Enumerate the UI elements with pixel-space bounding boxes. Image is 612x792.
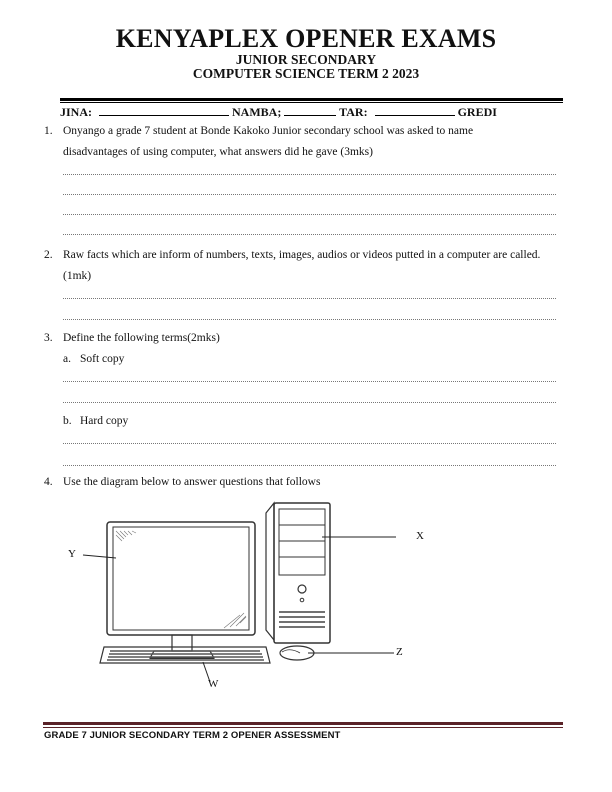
exam-subtitle-level: JUNIOR SECONDARY [235,52,377,67]
student-info-row [60,104,563,120]
answer-line[interactable] [63,298,556,299]
date-field[interactable] [375,104,455,116]
question-3-text: Define the following terms(2mks) [63,332,220,344]
label-w: W [208,678,219,690]
question-3a-letter: a. [63,353,71,365]
question-1-text-line2: disadvantages of using computer, what answers did he gave (3mks) [63,146,373,158]
name-field[interactable] [99,104,229,116]
answer-line[interactable] [63,174,556,175]
exam-subtitle-subject: COMPUTER SCIENCE TERM 2 2023 [192,66,420,81]
question-2-text-line1: Raw facts which are inform of numbers, texts, images, audios or videos putted in a computer are called. [63,249,541,261]
question-3a-text: Soft copy [80,353,125,365]
question-2-number: 2. [44,249,53,261]
question-1-text-line1: Onyango a grade 7 student at Bonde Kakoko Junior secondary school was asked to name [63,125,474,137]
question-4-text: Use the diagram below to answer questions that follows [63,476,321,488]
number-field[interactable] [284,104,336,116]
header-rule-thick [60,98,563,101]
footer-text: GRADE 7 JUNIOR SECONDARY TERM 2 OPENER ASSESSMENT [44,730,341,741]
question-3b-letter: b. [63,415,72,427]
answer-line[interactable] [63,214,556,215]
answer-line[interactable] [63,443,556,444]
question-1-number: 1. [44,125,53,137]
computer-diagram [60,495,460,695]
answer-line[interactable] [63,402,556,403]
answer-line[interactable] [63,319,556,320]
footer-rule-thick [43,722,563,725]
exam-title: KENYAPLEX OPENER EXAMS [115,24,497,53]
question-3b-text: Hard copy [80,415,129,427]
label-y: Y [68,548,76,560]
answer-line[interactable] [63,194,556,195]
answer-line[interactable] [63,465,556,466]
number-label: NAMBA; [232,105,282,119]
monitor-icon [107,522,255,658]
label-z: Z [396,646,403,658]
name-label: JINA: [60,105,92,119]
question-3-number: 3. [44,332,53,344]
question-2-text-line2: (1mk) [63,270,92,282]
keyboard-icon [100,647,270,663]
answer-line[interactable] [63,381,556,382]
answer-line[interactable] [63,234,556,235]
header-rule-thin [60,102,563,103]
footer-rule-thin [43,727,563,728]
date-label: TAR: [339,105,368,119]
system-unit-icon [266,503,330,643]
grade-label: GREDI [457,105,497,119]
question-4-number: 4. [44,476,53,488]
label-x: X [416,530,424,542]
